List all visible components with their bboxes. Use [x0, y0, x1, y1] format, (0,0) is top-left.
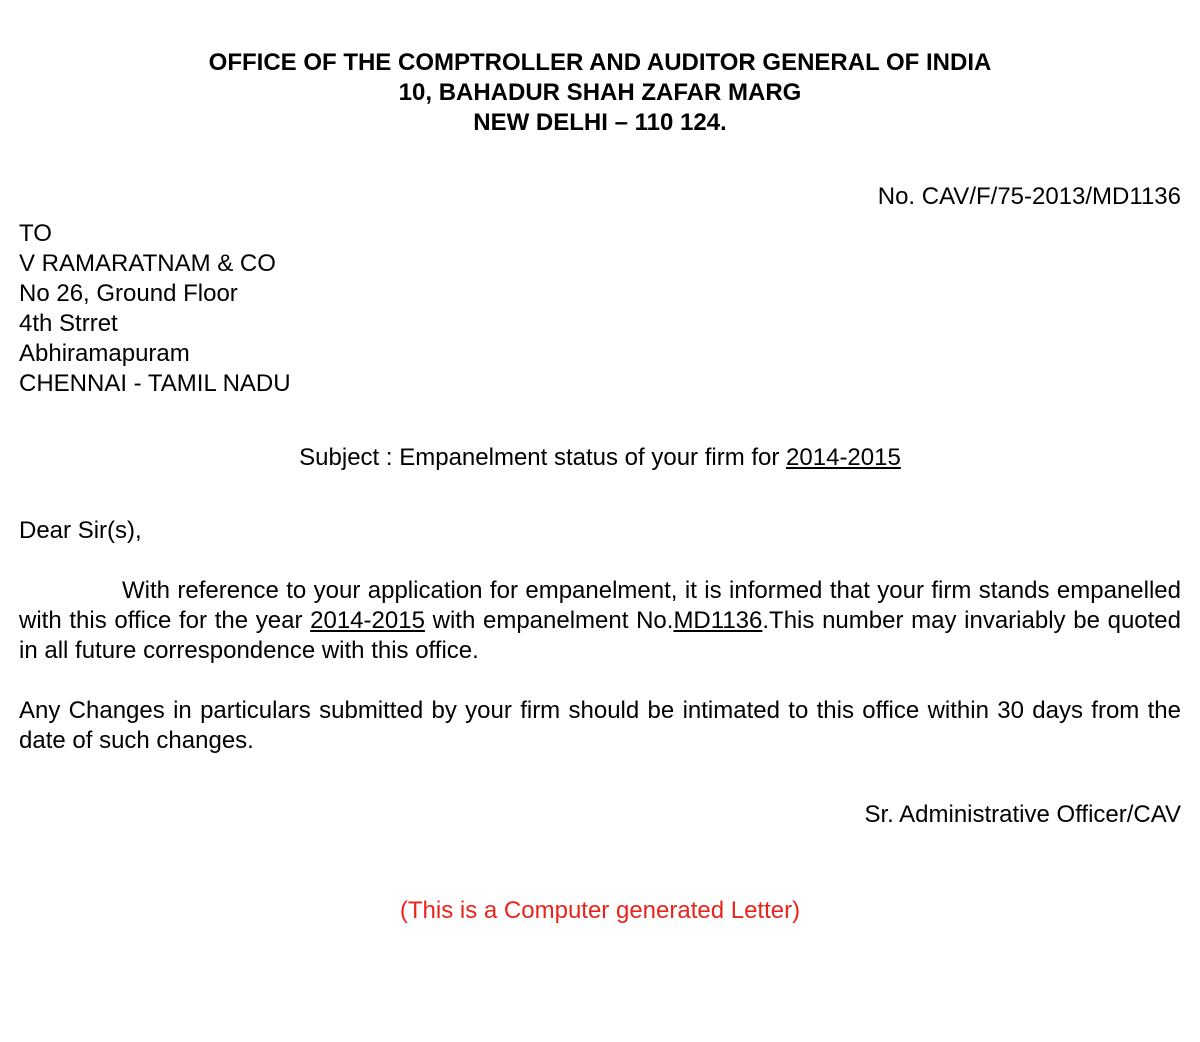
address-line-4: CHENNAI - TAMIL NADU [19, 370, 291, 397]
empanelment-number: MD1136 [673, 607, 763, 634]
letterhead-city: NEW DELHI – 110 124. [473, 109, 727, 136]
subject-text: Subject : Empanelment status of your firm for [299, 444, 787, 471]
computer-generated-note: (This is a Computer generated Letter) [399, 897, 801, 924]
paragraph-1-text-c: .This number may invariably be quoted in all future correspondence with this office. [19, 607, 1182, 664]
letterhead-office-name: OFFICE OF THE COMPTROLLER AND AUDITOR GENERAL OF INDIA [208, 49, 992, 76]
subject-year: 2014-2015 [786, 444, 901, 471]
paragraph-1-text-a: With reference to your application for empanelment, it is informed that your firm stands empanelled with this office for the year [19, 577, 1181, 634]
recipient-name: V RAMARATNAM & CO [19, 250, 276, 277]
salutation: Dear Sir(s), [19, 517, 142, 544]
reference-number: No. CAV/F/75-2013/MD1136 [877, 183, 1181, 210]
subject-line [0, 443, 1200, 473]
letterhead-street: 10, BAHADUR SHAH ZAFAR MARG [398, 79, 802, 106]
address-line-2: 4th Strret [19, 310, 118, 337]
address-line-3: Abhiramapuram [19, 340, 190, 367]
signatory-designation: Sr. Administrative Officer/CAV [864, 801, 1181, 828]
recipient-address [19, 219, 291, 399]
paragraph-1-text-b: with empanelment No. [424, 607, 674, 634]
body-paragraph-1 [19, 576, 1181, 666]
empanelment-year: 2014-2015 [310, 607, 425, 634]
body-paragraph-2: Any Changes in particulars submitted by your firm should be intimated to this office within 30 days from the date of such changes. [19, 697, 1181, 754]
address-line-1: No 26, Ground Floor [19, 280, 238, 307]
letterhead [0, 48, 1200, 138]
address-to-label: TO [19, 220, 52, 247]
